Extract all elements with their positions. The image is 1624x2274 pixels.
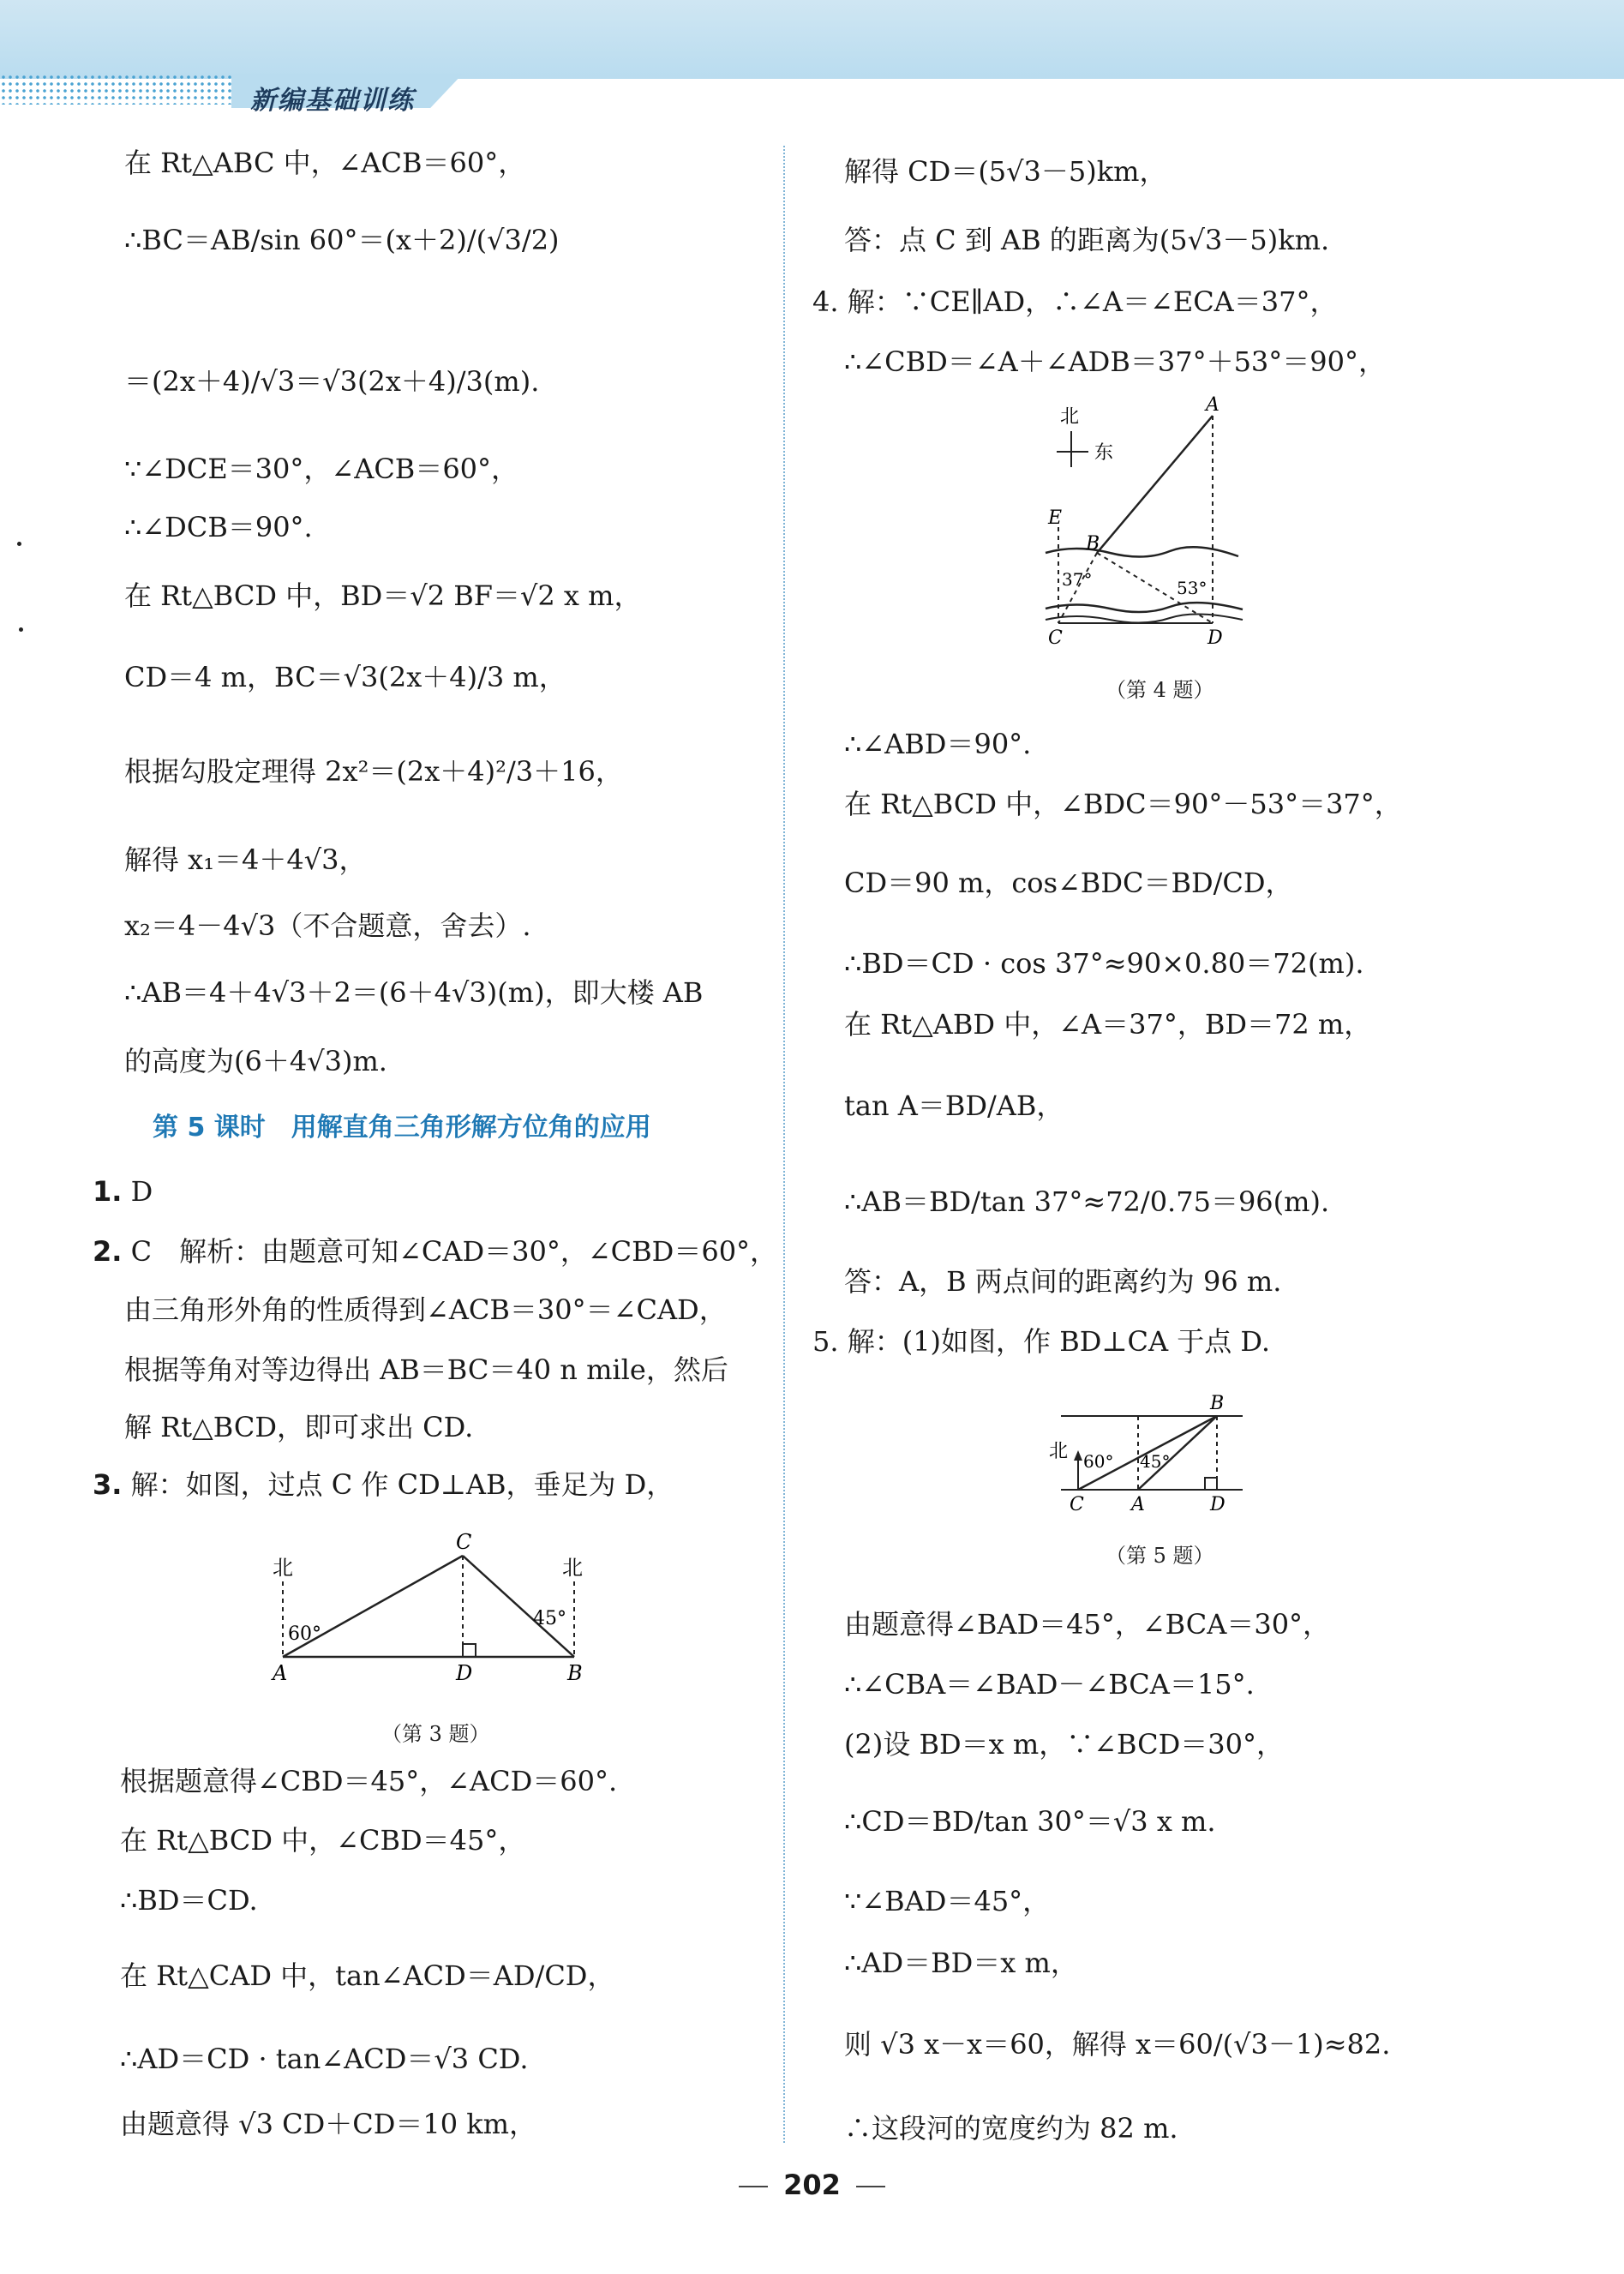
book-title: 新编基础训练 <box>250 86 415 116</box>
text-line: 由题意得 √3 CD＋CD＝10 km， <box>120 2108 537 2140</box>
fig3-right-angle <box>463 1644 476 1657</box>
text-line: 由三角形外角的性质得到∠ACB＝30°＝∠CAD， <box>124 1293 727 1326</box>
fig4-label-b: B <box>1086 533 1100 555</box>
fig3-label-north-b: 北 <box>562 1556 583 1580</box>
answer-5: 5. 解：(1)如图，作 BD⊥CA 于点 D. <box>812 1325 1271 1358</box>
text-line: ∴BD＝CD · cos 37°≈90×0.80＝72(m). <box>844 947 1364 980</box>
text-line: CD＝90 m，cos∠BDC＝BD/CD， <box>844 867 1293 899</box>
header-dot-pattern <box>0 74 249 105</box>
text-line: 解 Rt△BCD，即可求出 CD. <box>124 1411 474 1443</box>
text-line: ∴AD＝BD＝x m， <box>844 1947 1078 1979</box>
fig4-label-east: 东 <box>1094 442 1114 464</box>
text-line: ∴BC＝AB/sin 60°＝(x＋2)/(√3/2) <box>124 224 560 256</box>
fig5-label-angle-c: 60° <box>1083 1451 1114 1472</box>
text-line: ∴∠CBD＝∠A＋∠ADB＝37°＋53°＝90°， <box>844 345 1387 378</box>
text-line: 在 Rt△ABD 中，∠A＝37°，BD＝72 m， <box>844 1008 1372 1041</box>
fig5-caption: （第 5 题） <box>1106 1544 1214 1568</box>
lesson-title: 第 5 课时 用解直角三角形解方位角的应用 <box>153 1113 651 1143</box>
text-line: 根据题意得∠CBD＝45°，∠ACD＝60°. <box>120 1765 618 1797</box>
text-line: x₂＝4－4√3（不合题意，舍去）. <box>124 909 531 942</box>
header-band <box>0 0 1624 79</box>
fig5-label-angle-a: 45° <box>1140 1451 1171 1472</box>
text-line: 在 Rt△ABC 中，∠ACB＝60°， <box>124 147 526 179</box>
fig3-caption: （第 3 题） <box>381 1722 490 1746</box>
fig5-label-d: D <box>1210 1494 1225 1515</box>
fig3-label-a: A <box>273 1661 288 1685</box>
answer-3: 3. 解：如图，过点 C 作 CD⊥AB，垂足为 D， <box>93 1468 674 1501</box>
figure-4 <box>1041 394 1255 656</box>
fig5-label-north: 北 <box>1049 1441 1069 1462</box>
text-line: 答：点 C 到 AB 的距离为(5√3－5)km. <box>844 224 1330 256</box>
text-line: ＝(2x＋4)/√3＝√3(2x＋4)/3(m). <box>124 365 540 398</box>
text-line: 在 Rt△BCD 中，BD＝√2 BF＝√2 x m， <box>124 579 642 612</box>
fig4-line-ab <box>1097 416 1213 553</box>
text-line: (2)设 BD＝x m，∵∠BCD＝30°， <box>844 1728 1285 1761</box>
figure-3 <box>257 1530 600 1693</box>
fig4-label-north: 北 <box>1060 406 1080 428</box>
text-line: 解得 x₁＝4＋4√3， <box>124 843 367 876</box>
page-number-dash-left <box>739 2186 768 2187</box>
text-line: 的高度为(6＋4√3)m. <box>124 1045 387 1077</box>
fig3-label-b: B <box>567 1661 583 1685</box>
fig4-label-angle-d: 53° <box>1177 578 1208 598</box>
text-line: 解得 CD＝(5√3－5)km， <box>844 155 1167 188</box>
fig3-label-c: C <box>456 1530 472 1554</box>
text-line: 在 Rt△BCD 中，∠CBD＝45°， <box>120 1824 526 1857</box>
fig5-label-c: C <box>1070 1494 1084 1515</box>
fig3-label-north-a: 北 <box>273 1556 293 1580</box>
text-line: ∴AB＝BD/tan 37°≈72/0.75＝96(m). <box>844 1185 1330 1218</box>
text-line: ∵∠DCE＝30°，∠ACB＝60°， <box>124 453 519 485</box>
text-line: CD＝4 m，BC＝√3(2x＋4)/3 m， <box>124 661 566 693</box>
text-line: 则 √3 x－x＝60，解得 x＝60/(√3－1)≈82. <box>844 2028 1391 2061</box>
fig3-line-cb <box>463 1556 574 1657</box>
text-line: ∴∠ABD＝90°. <box>844 728 1032 760</box>
text-line: 在 Rt△CAD 中，tan∠ACD＝AD/CD， <box>120 1959 615 1992</box>
answer-2: 2. C 解析：由题意可知∠CAD＝30°，∠CBD＝60°， <box>93 1235 778 1268</box>
margin-dot <box>17 542 21 546</box>
fig5-north-arrow <box>1074 1450 1082 1461</box>
fig3-label-angle-a: 60° <box>288 1623 321 1645</box>
fig4-label-c: C <box>1048 627 1063 649</box>
text-line: ∴CD＝BD/tan 30°＝√3 x m. <box>844 1805 1216 1838</box>
text-line: 根据等角对等边得出 AB＝BC＝40 n mile，然后 <box>124 1353 728 1386</box>
margin-dot <box>19 627 23 632</box>
text-line: 在 Rt△BCD 中，∠BDC＝90°－53°＝37°， <box>844 788 1402 820</box>
text-line: ∴∠DCB＝90°. <box>124 511 313 543</box>
fig4-caption: （第 4 题） <box>1106 678 1214 702</box>
text-line: ∴AD＝CD · tan∠ACD＝√3 CD. <box>120 2043 529 2075</box>
text-line: 由题意得∠BAD＝45°，∠BCA＝30°， <box>844 1608 1331 1641</box>
text-line: ∵∠BAD＝45°， <box>844 1885 1051 1917</box>
text-line: 答：A，B 两点间的距离约为 96 m. <box>844 1265 1282 1298</box>
fig3-label-d: D <box>456 1661 473 1685</box>
text-line: 根据勾股定理得 2x²＝(2x＋4)²/3＋16， <box>124 755 623 788</box>
fig4-label-d: D <box>1208 627 1223 649</box>
text-line: ∴这段河的宽度约为 82 m. <box>844 2112 1178 2145</box>
fig4-label-e: E <box>1048 507 1063 529</box>
page-number: 202 <box>0 2169 1624 2201</box>
text-line: ∴BD＝CD. <box>120 1884 258 1917</box>
page-number-dash-right <box>856 2186 885 2187</box>
text-line: ∴AB＝4＋4√3＋2＝(6＋4√3)(m)，即大楼 AB <box>124 976 704 1009</box>
column-divider <box>783 146 785 2143</box>
fig4-label-a: A <box>1206 394 1219 416</box>
answer-1: 1. D <box>93 1175 153 1208</box>
answer-4: 4. 解：∵CE∥AD，∴∠A＝∠ECA＝37°， <box>812 285 1338 318</box>
fig5-label-a: A <box>1131 1494 1145 1515</box>
fig4-river-top <box>1046 547 1238 556</box>
fig5-label-b: B <box>1210 1393 1225 1414</box>
text-line: tan A＝BD/AB， <box>844 1089 1064 1122</box>
text-line: ∴∠CBA＝∠BAD－∠BCA＝15°. <box>844 1668 1255 1701</box>
figure-5 <box>1046 1389 1251 1517</box>
fig3-label-angle-b: 45° <box>533 1608 566 1629</box>
fig4-label-angle-c: 37° <box>1062 569 1093 590</box>
fig5-right-angle <box>1205 1478 1217 1490</box>
